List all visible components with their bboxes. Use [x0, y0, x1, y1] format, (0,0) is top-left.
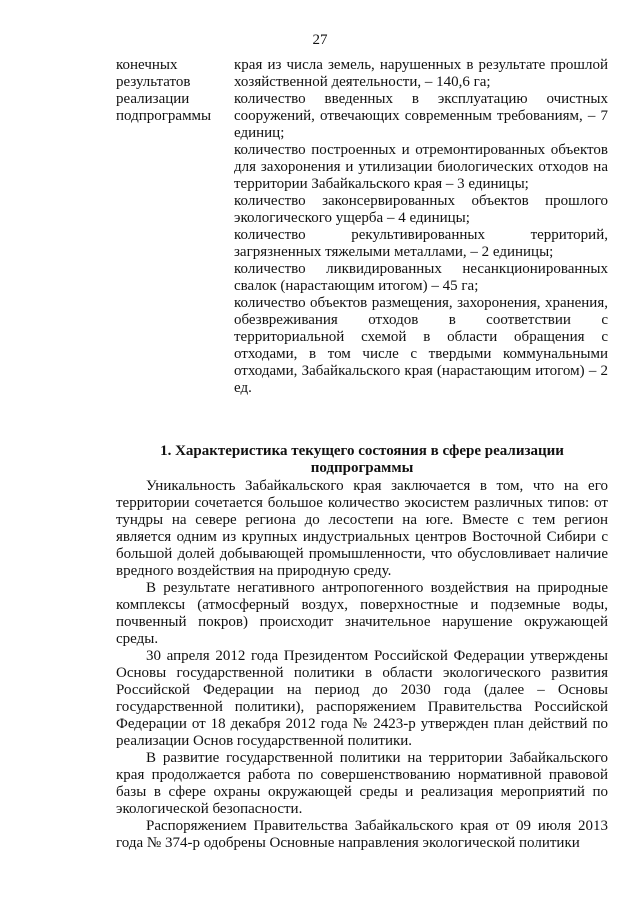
indicator-item-7: количество объектов размещения, захоронения, хранения, обезвреживания отходов в соответствии с территориальной схемой в области обращения с отходами, в том числе с твердыми коммунальными отходами, Забайкальского края (нарастающим итогом) – 2 ед.: [234, 295, 608, 396]
section-body: [116, 478, 608, 852]
paragraph-1: Уникальность Забайкальского края заключается в том, что на его территории сочетается большое количество экосистем различных типов: от тундры на севере региона до лесостепи на юге. Вместе с тем регион является одним из крупных индустриальных центров Восточной Сибири с большой долей добывающей промышленности, что обусловливает наличие вредного воздействия на природную среду.: [116, 478, 608, 579]
indicator-item-2: количество введенных в эксплуатацию очистных сооружений, отвечающих современным требованиям, – 7 единиц;: [234, 91, 608, 141]
indicator-item-4: количество законсервированных объектов прошлого экологического ущерба – 4 единицы;: [234, 193, 608, 226]
left-cell-line-3: реализации: [116, 91, 190, 107]
table-left-cell: [116, 57, 226, 125]
section-heading-line-2: подпрограммы: [310, 460, 414, 476]
section-heading: [116, 443, 608, 477]
left-cell-line-2: результатов: [116, 74, 191, 90]
paragraph-4: В развитие государственной политики на территории Забайкальского края продолжается работа по совершенствованию нормативной правовой базы в сфере охраны окружающей среды и реализация мероприятий по экологической безопасности.: [116, 750, 608, 817]
paragraph-2: В результате негативного антропогенного воздействия на природные комплексы (атмосферный воздух, поверхностные и подземные воды, почвенный покров) происходит значительное нарушение окружающей среды.: [116, 580, 608, 647]
left-cell-line-1: конечных: [116, 57, 178, 73]
page-number: 27: [312, 32, 328, 48]
left-cell-line-4: подпрограммы: [116, 108, 212, 124]
indicator-item-1: края из числа земель, нарушенных в результате прошлой хозяйственной деятельности, – 140,6 га;: [234, 57, 608, 90]
paragraph-3: 30 апреля 2012 года Президентом Российской Федерации утверждены Основы государственной политики в области экологического развития Российской Федерации на период до 2030 года (далее – Основы государственной политики), распоряжением Правительства Российской Федерации от 18 декабря 2012 года № 2423-р утвержден план действий по реализации Основ государственной политики.: [116, 648, 608, 749]
indicator-item-3: количество построенных и отремонтированных объектов для захоронения и утилизации биологических отходов на территории Забайкальского края – 3 единицы;: [234, 142, 608, 192]
indicator-item-6: количество ликвидированных несанкционированных свалок (нарастающим итогом) – 45 га;: [234, 261, 608, 294]
indicator-item-5: количество рекультивированных территорий, загрязненных тяжелыми металлами, – 2 единицы;: [234, 227, 608, 260]
paragraph-5: Распоряжением Правительства Забайкальского края от 09 июля 2013 года № 374-р одобрены Основные направления экологической политики: [116, 818, 608, 851]
section-heading-line-1: 1. Характеристика текущего состояния в сфере реализации: [160, 443, 564, 459]
table-right-cell: [234, 57, 608, 397]
